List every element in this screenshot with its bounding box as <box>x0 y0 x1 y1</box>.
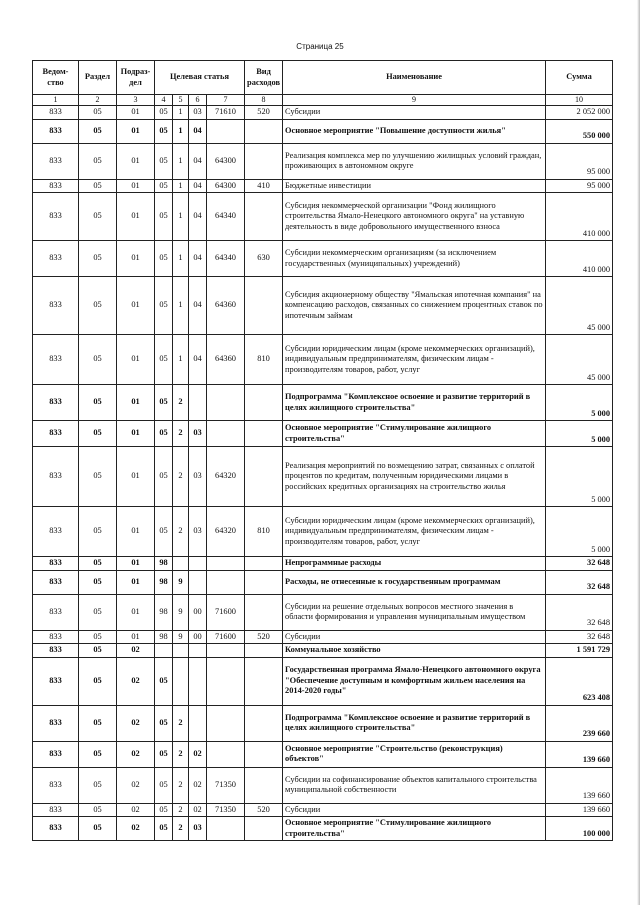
subsection-code: 02 <box>117 803 155 817</box>
program-code: 05 <box>155 767 173 803</box>
header-section: Раздел <box>79 61 117 95</box>
table-row <box>33 644 613 658</box>
subprogram-code: 1 <box>173 193 189 241</box>
subsection-code: 01 <box>117 630 155 644</box>
table-row <box>33 557 613 571</box>
department-code: 833 <box>33 143 79 179</box>
subprogram-code <box>173 557 189 571</box>
department-code: 833 <box>33 630 79 644</box>
subprogram-code: 1 <box>173 179 189 193</box>
subprogram-code <box>173 644 189 658</box>
subsection-code: 02 <box>117 705 155 741</box>
item-name: Реализация комплекса мер по улучшению жилищных условий граждан, проживающих в автономном округе <box>283 143 546 179</box>
program-code: 05 <box>155 817 173 841</box>
activity-code: 03 <box>189 106 207 120</box>
expense-type-code <box>245 817 283 841</box>
item-name: Субсидия акционерному обществу "Ямальская ипотечная компания" на компенсацию расходов, связанных со снижением процентных ставок по ипотечным займам <box>283 277 546 335</box>
subprogram-code: 1 <box>173 277 189 335</box>
activity-code: 02 <box>189 767 207 803</box>
item-name: Расходы, не отнесенные к государственным программам <box>283 570 546 594</box>
program-code: 05 <box>155 657 173 705</box>
item-sum: 45 000 <box>546 277 613 335</box>
table-row <box>33 241 613 277</box>
subprogram-code: 2 <box>173 507 189 557</box>
activity-code <box>189 557 207 571</box>
item-sum: 139 660 <box>546 767 613 803</box>
program-code: 98 <box>155 570 173 594</box>
column-number: 3 <box>117 95 155 106</box>
table-row <box>33 277 613 335</box>
department-code: 833 <box>33 421 79 447</box>
subsection-code: 01 <box>117 106 155 120</box>
program-code: 05 <box>155 803 173 817</box>
expense-type-code <box>245 447 283 507</box>
subprogram-code: 2 <box>173 767 189 803</box>
subprogram-code: 2 <box>173 705 189 741</box>
department-code: 833 <box>33 193 79 241</box>
subsection-code: 02 <box>117 644 155 658</box>
expense-type-code: 630 <box>245 241 283 277</box>
program-code: 05 <box>155 705 173 741</box>
section-code: 05 <box>79 241 117 277</box>
program-code: 05 <box>155 507 173 557</box>
department-code: 833 <box>33 657 79 705</box>
page-number-label: Страница 25 <box>296 42 344 51</box>
header-row <box>33 61 613 95</box>
activity-code: 04 <box>189 335 207 385</box>
subprogram-code <box>173 657 189 705</box>
item-name: Субсидии <box>283 803 546 817</box>
section-code: 05 <box>79 741 117 767</box>
department-code: 833 <box>33 705 79 741</box>
expense-type-code <box>245 570 283 594</box>
column-number: 1 <box>33 95 79 106</box>
expense-type-code <box>245 741 283 767</box>
article-code <box>207 570 245 594</box>
subprogram-code: 2 <box>173 803 189 817</box>
subsection-code: 01 <box>117 385 155 421</box>
section-code: 05 <box>79 817 117 841</box>
article-code <box>207 421 245 447</box>
item-name: Коммунальное хозяйство <box>283 644 546 658</box>
column-number: 2 <box>79 95 117 106</box>
department-code: 833 <box>33 335 79 385</box>
subsection-code: 02 <box>117 657 155 705</box>
activity-code: 04 <box>189 241 207 277</box>
header-sum: Сумма <box>546 61 613 95</box>
table-row <box>33 143 613 179</box>
activity-code: 04 <box>189 119 207 143</box>
table-row <box>33 630 613 644</box>
column-number: 8 <box>245 95 283 106</box>
department-code: 833 <box>33 179 79 193</box>
item-name: Основное мероприятие "Стимулирование жилищного строительства" <box>283 421 546 447</box>
section-code: 05 <box>79 557 117 571</box>
activity-code: 02 <box>189 741 207 767</box>
expense-type-code <box>245 119 283 143</box>
activity-code: 00 <box>189 594 207 630</box>
department-code: 833 <box>33 557 79 571</box>
subprogram-code: 2 <box>173 741 189 767</box>
subsection-code: 01 <box>117 447 155 507</box>
item-name: Основное мероприятие "Стимулирование жилищного строительства" <box>283 817 546 841</box>
program-code: 05 <box>155 421 173 447</box>
item-sum: 32 648 <box>546 557 613 571</box>
department-code: 833 <box>33 447 79 507</box>
expense-type-code: 520 <box>245 803 283 817</box>
subprogram-code: 2 <box>173 385 189 421</box>
item-sum: 410 000 <box>546 241 613 277</box>
expense-type-code <box>245 193 283 241</box>
program-code: 05 <box>155 241 173 277</box>
subsection-code: 01 <box>117 179 155 193</box>
item-name: Субсидии <box>283 106 546 120</box>
item-name: Подпрограмма "Комплексное освоение и развитие территорий в целях жилищного строительства" <box>283 705 546 741</box>
article-code <box>207 644 245 658</box>
subprogram-code: 1 <box>173 143 189 179</box>
section-code: 05 <box>79 179 117 193</box>
activity-code <box>189 657 207 705</box>
subsection-code: 02 <box>117 741 155 767</box>
article-code <box>207 119 245 143</box>
subsection-code: 02 <box>117 767 155 803</box>
table-row <box>33 741 613 767</box>
item-sum: 95 000 <box>546 143 613 179</box>
expense-type-code: 810 <box>245 335 283 385</box>
department-code: 833 <box>33 241 79 277</box>
column-number: 6 <box>189 95 207 106</box>
department-code: 833 <box>33 817 79 841</box>
activity-code: 04 <box>189 143 207 179</box>
item-sum: 5 000 <box>546 447 613 507</box>
table-row <box>33 421 613 447</box>
item-name: Субсидии на решение отдельных вопросов местного значения в области формирования и управления муниципальным имуществом <box>283 594 546 630</box>
item-sum: 2 052 000 <box>546 106 613 120</box>
expense-type-code <box>245 657 283 705</box>
table-body <box>33 106 613 841</box>
program-code: 05 <box>155 119 173 143</box>
activity-code: 03 <box>189 817 207 841</box>
program-code: 05 <box>155 335 173 385</box>
department-code: 833 <box>33 106 79 120</box>
table-row <box>33 705 613 741</box>
subprogram-code: 9 <box>173 630 189 644</box>
article-code: 71350 <box>207 767 245 803</box>
item-sum: 5 000 <box>546 507 613 557</box>
subsection-code: 01 <box>117 421 155 447</box>
header-target-article: Целевая статья <box>155 61 245 95</box>
program-code <box>155 644 173 658</box>
section-code: 05 <box>79 507 117 557</box>
program-code: 05 <box>155 277 173 335</box>
item-sum: 32 648 <box>546 570 613 594</box>
item-name: Государственная программа Ямало-Ненецкого автономного округа "Обеспечение доступным и комфортным жильем населения на 2014-2020 годы" <box>283 657 546 705</box>
column-number: 4 <box>155 95 173 106</box>
article-code <box>207 705 245 741</box>
item-name: Бюджетные инвестиции <box>283 179 546 193</box>
article-code <box>207 741 245 767</box>
program-code: 98 <box>155 557 173 571</box>
table-row <box>33 193 613 241</box>
section-code: 05 <box>79 594 117 630</box>
subsection-code: 01 <box>117 594 155 630</box>
expense-type-code <box>245 594 283 630</box>
item-sum: 550 000 <box>546 119 613 143</box>
section-code: 05 <box>79 630 117 644</box>
subsection-code: 01 <box>117 507 155 557</box>
department-code: 833 <box>33 594 79 630</box>
item-sum: 623 408 <box>546 657 613 705</box>
subsection-code: 01 <box>117 557 155 571</box>
item-name: Основное мероприятие "Повышение доступности жилья" <box>283 119 546 143</box>
expense-type-code <box>245 557 283 571</box>
expense-type-code <box>245 705 283 741</box>
article-code <box>207 385 245 421</box>
item-sum: 95 000 <box>546 179 613 193</box>
program-code: 05 <box>155 143 173 179</box>
program-code: 05 <box>155 193 173 241</box>
table-row <box>33 119 613 143</box>
program-code: 05 <box>155 385 173 421</box>
expense-type-code: 810 <box>245 507 283 557</box>
subsection-code: 01 <box>117 241 155 277</box>
expense-type-code <box>245 767 283 803</box>
section-code: 05 <box>79 644 117 658</box>
section-code: 05 <box>79 447 117 507</box>
section-code: 05 <box>79 193 117 241</box>
article-code: 64320 <box>207 447 245 507</box>
article-code: 64300 <box>207 143 245 179</box>
subsection-code: 01 <box>117 570 155 594</box>
activity-code <box>189 644 207 658</box>
activity-code <box>189 385 207 421</box>
table-row <box>33 106 613 120</box>
subprogram-code: 9 <box>173 594 189 630</box>
department-code: 833 <box>33 803 79 817</box>
subprogram-code: 2 <box>173 447 189 507</box>
item-name: Основное мероприятие "Строительство (реконструкция) объектов" <box>283 741 546 767</box>
item-sum: 1 591 729 <box>546 644 613 658</box>
item-sum: 5 000 <box>546 421 613 447</box>
section-code: 05 <box>79 277 117 335</box>
activity-code: 03 <box>189 447 207 507</box>
department-code: 833 <box>33 741 79 767</box>
item-name: Субсидии некоммерческим организациям (за исключением государственных (муниципальных) учреждений) <box>283 241 546 277</box>
subprogram-code: 2 <box>173 421 189 447</box>
budget-table <box>32 60 613 841</box>
article-code: 71610 <box>207 106 245 120</box>
item-sum: 45 000 <box>546 335 613 385</box>
header-subsection: Подраз-дел <box>117 61 155 95</box>
item-sum: 32 648 <box>546 594 613 630</box>
article-code <box>207 557 245 571</box>
article-code: 64360 <box>207 335 245 385</box>
activity-code: 03 <box>189 507 207 557</box>
table-row <box>33 335 613 385</box>
expense-type-code <box>245 277 283 335</box>
department-code: 833 <box>33 570 79 594</box>
table-row <box>33 385 613 421</box>
activity-code: 04 <box>189 277 207 335</box>
item-name: Субсидии <box>283 630 546 644</box>
department-code: 833 <box>33 277 79 335</box>
subsection-code: 01 <box>117 119 155 143</box>
article-code: 64360 <box>207 277 245 335</box>
section-code: 05 <box>79 335 117 385</box>
section-code: 05 <box>79 143 117 179</box>
table-row <box>33 803 613 817</box>
article-code: 64300 <box>207 179 245 193</box>
expense-type-code <box>245 421 283 447</box>
section-code: 05 <box>79 767 117 803</box>
section-code: 05 <box>79 421 117 447</box>
column-number: 7 <box>207 95 245 106</box>
activity-code <box>189 705 207 741</box>
item-sum: 139 660 <box>546 741 613 767</box>
table-row <box>33 570 613 594</box>
table-row <box>33 179 613 193</box>
article-code <box>207 657 245 705</box>
header-department: Ведом-ство <box>33 61 79 95</box>
subprogram-code: 1 <box>173 335 189 385</box>
section-code: 05 <box>79 385 117 421</box>
column-number: 9 <box>283 95 546 106</box>
item-sum: 32 648 <box>546 630 613 644</box>
subsection-code: 02 <box>117 817 155 841</box>
article-code: 71350 <box>207 803 245 817</box>
subprogram-code: 1 <box>173 106 189 120</box>
program-code: 05 <box>155 447 173 507</box>
department-code: 833 <box>33 385 79 421</box>
column-number: 5 <box>173 95 189 106</box>
item-name: Подпрограмма "Комплексное освоение и развитие территорий в целях жилищного строительства" <box>283 385 546 421</box>
table-row <box>33 767 613 803</box>
activity-code: 04 <box>189 193 207 241</box>
item-sum: 139 660 <box>546 803 613 817</box>
item-name: Субсидии юридическим лицам (кроме некоммерческих организаций), индивидуальным предпринимателям, физическим лицам - производителям товаров, работ, услуг <box>283 335 546 385</box>
subprogram-code: 9 <box>173 570 189 594</box>
section-code: 05 <box>79 570 117 594</box>
column-number-row <box>33 95 613 106</box>
item-name: Субсидия некоммерческой организации "Фонд жилищного строительства Ямало-Ненецкого автономного округа" на уставную деятельность в виде добровольного имущественного взноса <box>283 193 546 241</box>
column-number: 10 <box>546 95 613 106</box>
subsection-code: 01 <box>117 277 155 335</box>
expense-type-code <box>245 385 283 421</box>
header-name: Наименование <box>283 61 546 95</box>
program-code: 98 <box>155 594 173 630</box>
subprogram-code: 2 <box>173 817 189 841</box>
activity-code: 03 <box>189 421 207 447</box>
activity-code <box>189 570 207 594</box>
item-sum: 100 000 <box>546 817 613 841</box>
program-code: 05 <box>155 179 173 193</box>
subsection-code: 01 <box>117 143 155 179</box>
activity-code: 00 <box>189 630 207 644</box>
item-name: Непрограммные расходы <box>283 557 546 571</box>
program-code: 98 <box>155 630 173 644</box>
table-row <box>33 507 613 557</box>
program-code: 05 <box>155 741 173 767</box>
section-code: 05 <box>79 119 117 143</box>
expense-type-code: 520 <box>245 630 283 644</box>
department-code: 833 <box>33 767 79 803</box>
section-code: 05 <box>79 705 117 741</box>
expense-type-code: 520 <box>245 106 283 120</box>
subprogram-code: 1 <box>173 241 189 277</box>
table-row <box>33 447 613 507</box>
article-code: 64320 <box>207 507 245 557</box>
item-name: Субсидии на софинансирование объектов капитального строительства муниципальной собственности <box>283 767 546 803</box>
department-code: 833 <box>33 507 79 557</box>
section-code: 05 <box>79 106 117 120</box>
table-row <box>33 657 613 705</box>
program-code: 05 <box>155 106 173 120</box>
expense-type-code <box>245 143 283 179</box>
department-code: 833 <box>33 644 79 658</box>
section-code: 05 <box>79 657 117 705</box>
expense-type-code <box>245 644 283 658</box>
header-expense-type: Вид расходов <box>245 61 283 95</box>
activity-code: 02 <box>189 803 207 817</box>
section-code: 05 <box>79 803 117 817</box>
table-row <box>33 817 613 841</box>
article-code: 71600 <box>207 630 245 644</box>
item-sum: 410 000 <box>546 193 613 241</box>
subsection-code: 01 <box>117 335 155 385</box>
item-name: Реализация мероприятий по возмещению затрат, связанных с оплатой процентов по кредитам, полученным юридическими лицами в российских кредитных организациях на строительство жилья <box>283 447 546 507</box>
article-code: 71600 <box>207 594 245 630</box>
activity-code: 04 <box>189 179 207 193</box>
subsection-code: 01 <box>117 193 155 241</box>
article-code: 64340 <box>207 241 245 277</box>
expense-type-code: 410 <box>245 179 283 193</box>
item-sum: 5 000 <box>546 385 613 421</box>
table-row <box>33 594 613 630</box>
article-code: 64340 <box>207 193 245 241</box>
article-code <box>207 817 245 841</box>
department-code: 833 <box>33 119 79 143</box>
item-sum: 239 660 <box>546 705 613 741</box>
subprogram-code: 1 <box>173 119 189 143</box>
item-name: Субсидии юридическим лицам (кроме некоммерческих организаций), индивидуальным предпринимателям, физическим лицам - производителям товаров, работ, услуг <box>283 507 546 557</box>
